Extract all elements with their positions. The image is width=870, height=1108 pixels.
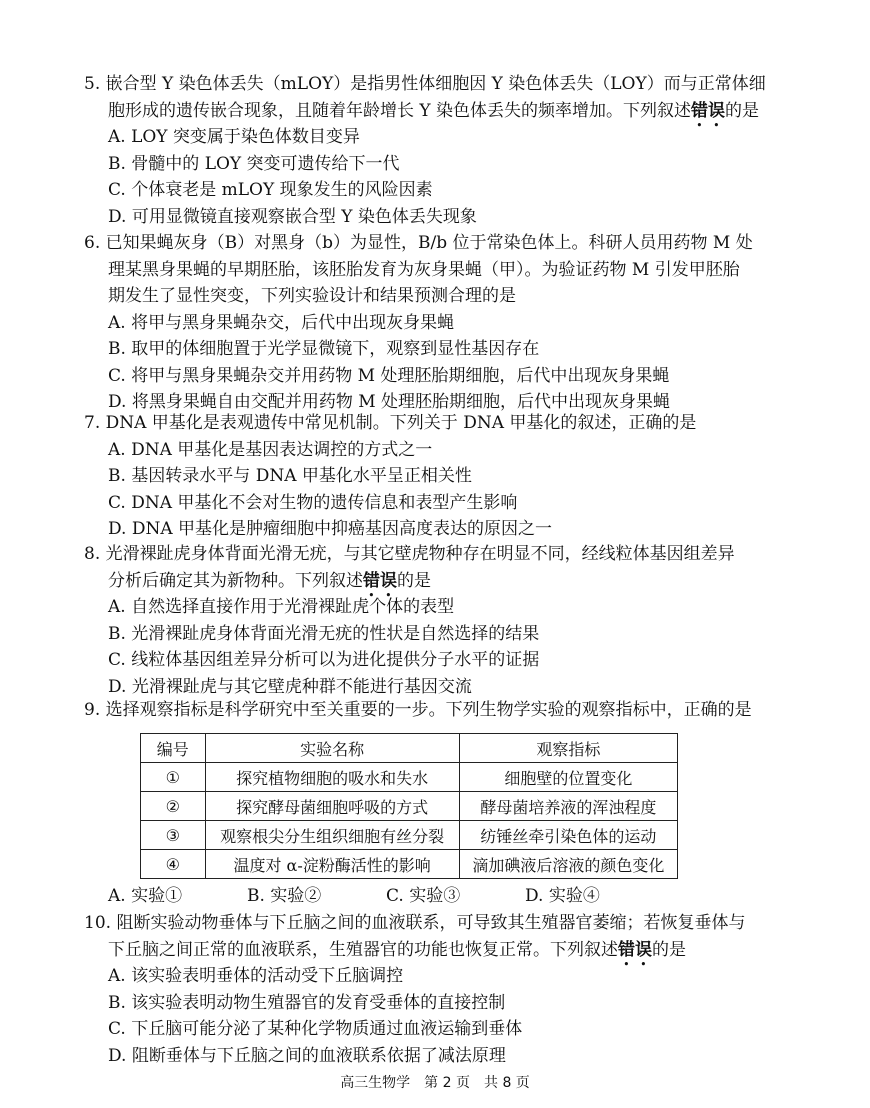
question-8: [84, 541, 784, 700]
question-9: [84, 697, 784, 724]
question-8-stem-end: 的是: [397, 570, 431, 591]
question-5-stem-line-2: [84, 98, 784, 125]
table-cell: 纺锤丝牵引染色体的运动: [459, 821, 677, 850]
option-d: D. 将黑身果蝇自由交配并用药物 M 处理胚胎期细胞，后代中出现灰身果蝇: [108, 392, 671, 412]
option-b: B. 实验②: [247, 886, 322, 906]
option-d: D. 可用显微镜直接观察嵌合型 Y 染色体丢失现象: [108, 206, 477, 227]
option-b: B. 取甲的体细胞置于光学显微镜下，观察到显性基因存在: [108, 339, 540, 359]
question-6-stem-line-3: 期发生了显性突变，下列实验设计和结果预测合理的是: [108, 286, 516, 306]
question-8-stem-line-2: [84, 568, 784, 595]
question-5: [84, 71, 784, 230]
table-cell: 探究植物细胞的吸水和失水: [205, 763, 459, 792]
option-a: A. 实验①: [108, 886, 183, 906]
table-cell: 观察根尖分生组织细胞有丝分裂: [205, 821, 459, 850]
option-a: A. 该实验表明垂体的活动受下丘脑调控: [108, 966, 404, 986]
table-row: [141, 850, 678, 879]
option-c: C. 下丘脑可能分泌了某种化学物质通过血液运输到垂体: [108, 1019, 523, 1039]
question-8-stem-line-1: 8. 光滑裸趾虎身体背面光滑无疣，与其它壁虎物种存在明显不同，经线粒体基因组差异: [84, 544, 735, 564]
question-10-stem-text: 下丘脑之间正常的血液联系，生殖器官的功能也恢复正常。下列叙述: [108, 939, 618, 960]
option-b: B. 光滑裸趾虎身体背面光滑无疣的性状是自然选择的结果: [108, 623, 540, 644]
table-header-cell: 观察指标: [459, 734, 677, 763]
table-header-cell: 实验名称: [205, 734, 459, 763]
option-b: B. 该实验表明动物生殖器官的发育受垂体的直接控制: [108, 992, 506, 1013]
question-9-options: [108, 883, 708, 909]
table-cell: ④: [141, 850, 206, 879]
table-row: [141, 792, 678, 821]
question-10-stem-line-1: 10. 阻断实验动物垂体与下丘脑之间的血液联系，可导致其生殖器官萎缩；若恢复垂体与: [84, 913, 746, 933]
option-d: D. 实验④: [525, 886, 600, 906]
question-6: [84, 230, 784, 416]
question-10-stem-line-2: [84, 937, 784, 964]
question-10: [84, 910, 784, 1069]
question-5-stem-end: 的是: [725, 100, 760, 121]
emphasis-keyword: 错误: [691, 100, 726, 121]
page-footer: 高三生物学 第 2 页 共 8 页: [340, 1075, 530, 1091]
question-5-stem-text: 胞形成的遗传嵌合现象，且随着年龄增长 Y 染色体丢失的频率增加。下列叙述: [108, 100, 692, 121]
option-a: A. 将甲与黑身果蝇杂交，后代中出现灰身果蝇: [108, 312, 455, 333]
table-cell: 滴加碘液后溶液的颜色变化: [459, 850, 677, 879]
table-header-row: [141, 734, 678, 763]
table-row: [141, 821, 678, 850]
table-cell: ③: [141, 821, 206, 850]
option-d: D. 光滑裸趾虎与其它壁虎种群不能进行基因交流: [108, 676, 472, 697]
table-cell: 酵母菌培养液的浑浊程度: [459, 792, 677, 821]
table-cell: ②: [141, 792, 206, 821]
question-5-stem-line-1: 5. 嵌合型 Y 染色体丢失（mLOY）是指男性体细胞因 Y 染色体丢失（LOY）而与正常体细: [84, 74, 766, 94]
option-d: D. 阻断垂体与下丘脑之间的血液联系依据了减法原理: [108, 1045, 506, 1066]
option-c: C. 个体衰老是 mLOY 现象发生的风险因素: [108, 180, 433, 200]
option-a: A. 自然选择直接作用于光滑裸趾虎个体的表型: [108, 597, 455, 617]
question-6-stem-line-2: 理某黑身果蝇的早期胚胎，该胚胎发育为灰身果蝇（甲）。为验证药物 M 引发甲胚胎: [108, 259, 740, 280]
emphasis-keyword: 错误: [363, 570, 397, 591]
table-cell: 细胞壁的位置变化: [459, 763, 677, 792]
table-header-cell: 编号: [141, 734, 206, 763]
table-cell: 温度对 α-淀粉酶活性的影响: [205, 850, 459, 879]
option-c: C. 线粒体基因组差异分析可以为进化提供分子水平的证据: [108, 650, 540, 670]
option-c: C. 实验③: [386, 886, 461, 906]
option-b: B. 骨髓中的 LOY 突变可遗传给下一代: [108, 153, 400, 174]
question-6-stem-line-1: 6. 已知果蝇灰身（B）对黑身（b）为显性，B/b 位于常染色体上。科研人员用药物 M 处: [84, 233, 753, 253]
table-row: [141, 763, 678, 792]
option-a: A. DNA 甲基化是基因表达调控的方式之一: [108, 439, 433, 460]
question-7-stem-line-1: 7. DNA 甲基化是表观遗传中常见机制。下列关于 DNA 甲基化的叙述，正确的是: [84, 413, 697, 433]
observation-table: [140, 733, 678, 879]
option-a: A. LOY 突变属于染色体数目变异: [108, 127, 360, 147]
option-b: B. 基因转录水平与 DNA 甲基化水平呈正相关性: [108, 466, 472, 486]
question-9-stem-line-1: 9. 选择观察指标是科学研究中至关重要的一步。下列生物学实验的观察指标中，正确的是: [84, 700, 752, 720]
option-c: C. 将甲与黑身果蝇杂交并用药物 M 处理胚胎期细胞，后代中出现灰身果蝇: [108, 365, 670, 386]
option-d: D. DNA 甲基化是肿瘤细胞中抑癌基因高度表达的原因之一: [108, 519, 553, 539]
question-8-stem-text: 分析后确定其为新物种。下列叙述: [108, 570, 363, 591]
emphasis-keyword: 错误: [618, 939, 652, 960]
table-cell: 探究酵母菌细胞呼吸的方式: [205, 792, 459, 821]
question-10-stem-end: 的是: [652, 939, 686, 960]
question-7: [84, 410, 784, 543]
option-c: C. DNA 甲基化不会对生物的遗传信息和表型产生影响: [108, 492, 518, 513]
table-cell: ①: [141, 763, 206, 792]
